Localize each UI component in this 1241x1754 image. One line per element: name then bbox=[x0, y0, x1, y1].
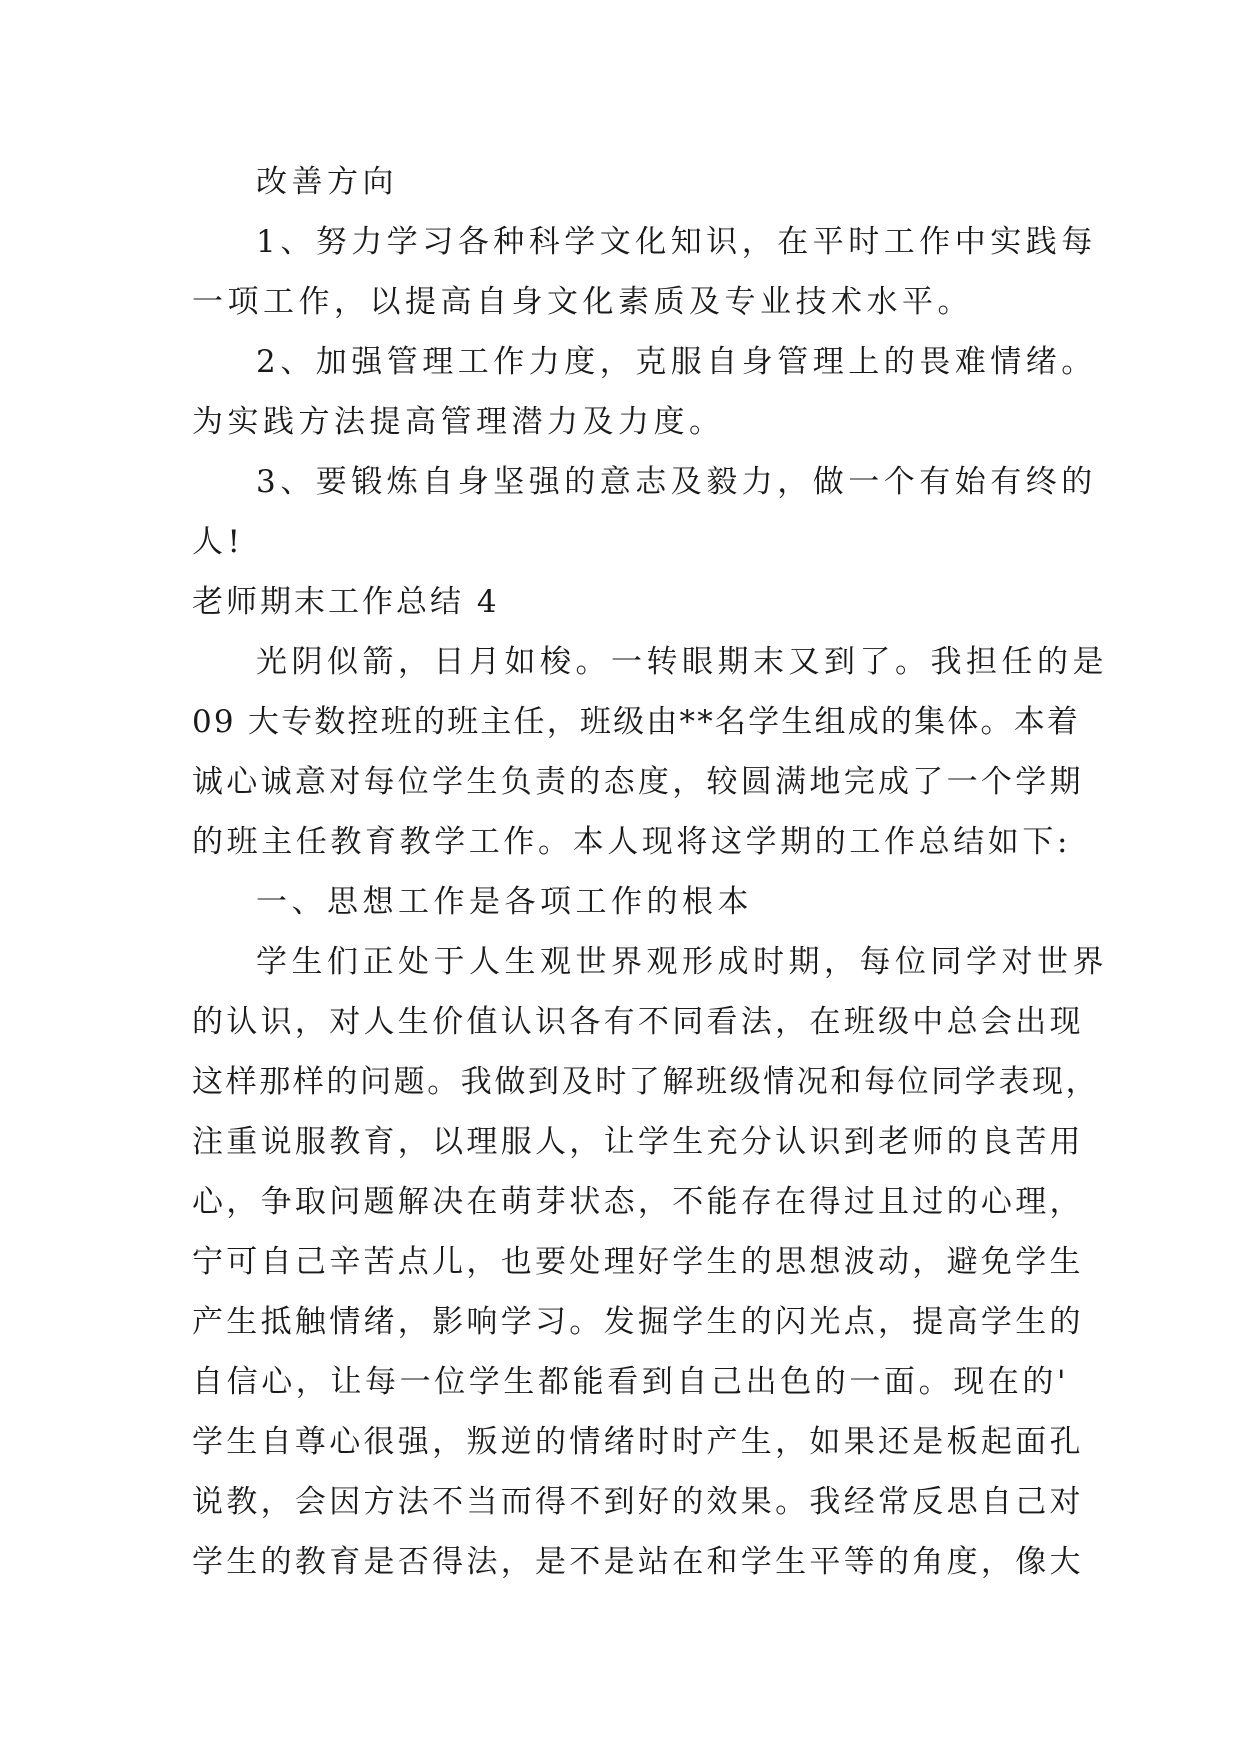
paragraph-line: 注重说服教育，以理服人，让学生充分认识到老师的良苦用 bbox=[192, 1124, 1084, 1160]
document-page bbox=[192, 152, 1108, 1592]
paragraph-line: 宁可自己辛苦点儿，也要处理好学生的思想波动，避免学生 bbox=[192, 1244, 1084, 1280]
paragraph-line: 学生们正处于人生观世界观形成时期，每位同学对世界 bbox=[256, 944, 1108, 980]
section-heading-ideology: 一、思想工作是各项工作的根本 bbox=[256, 884, 753, 920]
paragraph-line: 学生自尊心很强，叛逆的情绪时时产生，如果还是板起面孔 bbox=[192, 1424, 1084, 1460]
section-heading-improvement: 改善方向 bbox=[256, 164, 398, 200]
paragraph-line: 光阴似箭，日月如梭。一转眼期末又到了。我担任的是 bbox=[256, 644, 1108, 680]
paragraph-line: 1、努力学习各种科学文化知识，在平时工作中实践每 bbox=[256, 224, 1097, 260]
paragraph-line: 的班主任教育教学工作。本人现将这学期的工作总结如下: bbox=[192, 824, 1072, 860]
paragraph-line: 学生的教育是否得法，是不是站在和学生平等的角度，像大 bbox=[192, 1544, 1084, 1580]
paragraph-line: 产生抵触情绪，影响学习。发掘学生的闪光点，提高学生的 bbox=[192, 1304, 1084, 1340]
paragraph-line: 心，争取问题解决在萌芽状态，不能存在得过且过的心理， bbox=[192, 1184, 1084, 1220]
document-title: 老师期末工作总结 4 bbox=[192, 584, 500, 620]
paragraph-line: 2、加强管理工作力度，克服自身管理上的畏难情绪。 bbox=[256, 344, 1097, 380]
paragraph-line: 人! bbox=[192, 524, 245, 560]
paragraph-line: 为实践方法提高管理潜力及力度。 bbox=[192, 404, 725, 440]
paragraph-line: 一项工作，以提高自身文化素质及专业技术水平。 bbox=[192, 284, 973, 320]
paragraph-line: 的认识，对人生价值认识各有不同看法，在班级中总会出现 bbox=[192, 1004, 1084, 1040]
paragraph-line: 3、要锻炼自身坚强的意志及毅力，做一个有始有终的 bbox=[256, 464, 1097, 500]
paragraph-line: 这样那样的问题。我做到及时了解班级情况和每位同学表现， bbox=[192, 1064, 1100, 1100]
paragraph-line: 自信心，让每一位学生都能看到自己出色的一面。现在的' bbox=[192, 1364, 1070, 1400]
paragraph-line: 09 大专数控班的班主任，班级由**名学生组成的集体。本着 bbox=[192, 704, 1081, 740]
paragraph-line: 说教，会因方法不当而得不到好的效果。我经常反思自己对 bbox=[192, 1484, 1084, 1520]
paragraph-line: 诚心诚意对每位学生负责的态度，较圆满地完成了一个学期 bbox=[192, 764, 1084, 800]
